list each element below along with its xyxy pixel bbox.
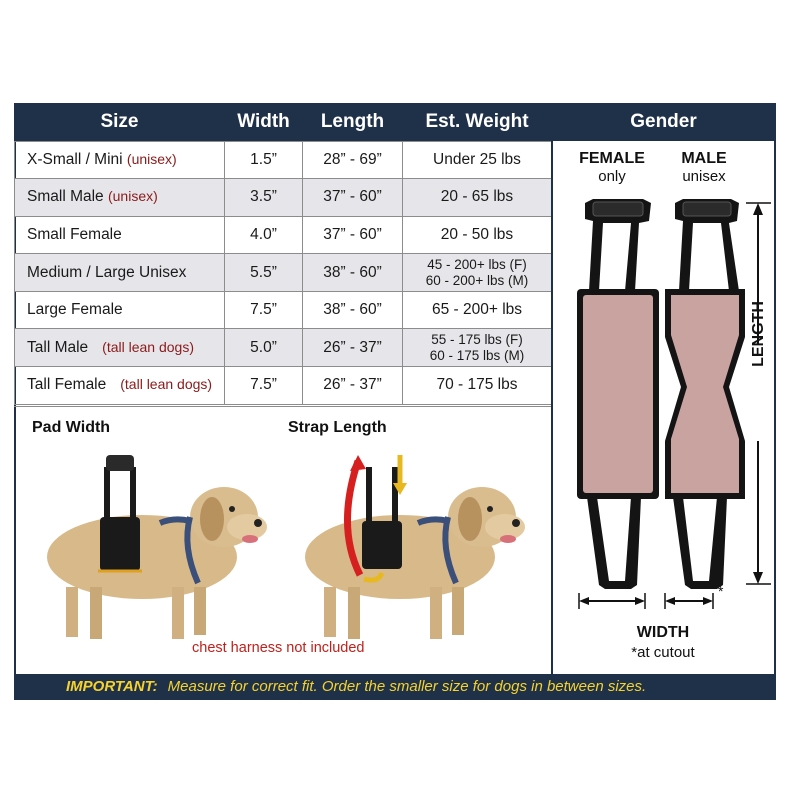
table-row xyxy=(15,254,552,292)
size-cell xyxy=(15,179,225,217)
width-cell: 4.0” xyxy=(225,216,303,254)
footer-message: Measure for correct fit. Order the smaller size for dogs in between sizes. xyxy=(167,678,647,695)
size-cell xyxy=(15,254,225,292)
harness-diagram xyxy=(553,141,778,674)
photo-area xyxy=(14,406,551,674)
weight-line: 60 - 200+ lbs (M) xyxy=(425,272,529,288)
weight-line: 60 - 175 lbs (M) xyxy=(429,347,525,363)
width-cell: 5.5” xyxy=(225,254,303,292)
width-cell: 3.5” xyxy=(225,179,303,217)
length-cell: 37” - 60” xyxy=(303,216,403,254)
size-cell xyxy=(15,367,225,405)
length-label: LENGTH xyxy=(750,301,767,367)
size-note: (tall lean dogs) xyxy=(120,376,213,393)
size-cell xyxy=(15,291,225,329)
weight-cell xyxy=(403,254,552,292)
width-cell: 7.5” xyxy=(225,291,303,329)
size-name: Medium / Large Unisex xyxy=(27,263,187,281)
size-table xyxy=(14,103,552,405)
footer-bar xyxy=(14,674,776,700)
dog-pad-width-image xyxy=(42,447,282,647)
female-subtitle: only xyxy=(598,168,626,185)
size-name: Small Male xyxy=(27,188,104,206)
female-harness xyxy=(577,199,659,589)
size-cell xyxy=(15,141,225,179)
length-label-box xyxy=(745,284,773,384)
male-title: MALE xyxy=(681,150,727,167)
weight-cell: Under 25 lbs xyxy=(403,141,552,179)
important-label: IMPORTANT: xyxy=(66,678,158,695)
weight-cell xyxy=(403,329,552,367)
length-cell: 28” - 69” xyxy=(303,141,403,179)
weight-cell: 20 - 50 lbs xyxy=(403,216,552,254)
width-cell: 1.5” xyxy=(225,141,303,179)
width-cell: 5.0” xyxy=(225,329,303,367)
header-width: Width xyxy=(225,103,303,141)
gender-panel xyxy=(551,141,776,674)
length-cell: 38” - 60” xyxy=(303,254,403,292)
male-subtitle: unisex xyxy=(682,168,726,185)
header-est-weight: Est. Weight xyxy=(403,103,552,141)
table-row xyxy=(15,216,552,254)
table-row xyxy=(15,329,552,367)
dog-strap-length-image xyxy=(300,447,540,647)
width-label: WIDTH xyxy=(636,624,690,641)
length-cell: 37” - 60” xyxy=(303,179,403,217)
size-name: Tall Female xyxy=(27,376,107,394)
table-row xyxy=(15,291,552,329)
size-cell xyxy=(15,329,225,367)
size-cell xyxy=(15,216,225,254)
length-cell: 26” - 37” xyxy=(303,367,403,405)
length-cell: 26” - 37” xyxy=(303,329,403,367)
weight-cell: 20 - 65 lbs xyxy=(403,179,552,217)
male-harness xyxy=(665,199,745,589)
weight-line: 45 - 200+ lbs (F) xyxy=(427,256,527,272)
size-name: X-Small / Mini xyxy=(27,150,123,168)
header-size: Size xyxy=(15,103,225,141)
size-name: Small Female xyxy=(27,225,122,243)
size-name: Tall Male xyxy=(27,338,89,356)
table-row xyxy=(15,141,552,179)
length-dimension xyxy=(746,203,771,584)
size-name: Large Female xyxy=(27,301,123,319)
weight-line: 55 - 175 lbs (F) xyxy=(431,331,523,347)
weight-cell: 65 - 200+ lbs xyxy=(403,291,552,329)
weight-cell: 70 - 175 lbs xyxy=(403,367,552,405)
size-note: (unisex) xyxy=(126,150,177,167)
width-cell: 7.5” xyxy=(225,367,303,405)
length-cell: 38” - 60” xyxy=(303,291,403,329)
pad-width-label: Pad Width xyxy=(32,419,111,436)
size-note: (unisex) xyxy=(107,188,158,205)
chest-harness-note: chest harness not included xyxy=(192,640,365,656)
header-length: Length xyxy=(303,103,403,141)
table-row xyxy=(15,367,552,405)
size-note: (tall lean dogs) xyxy=(102,338,194,355)
gender-header: Gender xyxy=(551,103,776,141)
cutout-note: *at cutout xyxy=(631,644,695,661)
table-header-row xyxy=(15,103,552,141)
asterisk-mark: * xyxy=(718,583,724,599)
female-title: FEMALE xyxy=(579,150,645,167)
width-dimension xyxy=(579,593,713,609)
table-row xyxy=(15,179,552,217)
strap-length-label: Strap Length xyxy=(288,419,387,436)
